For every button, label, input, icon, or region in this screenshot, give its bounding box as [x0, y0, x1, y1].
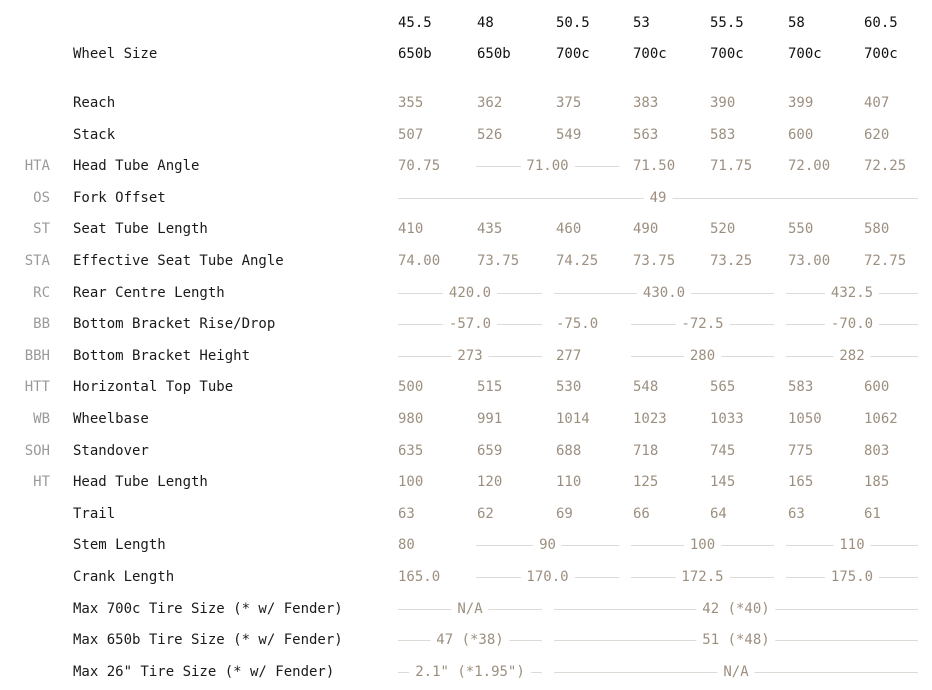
span-value-text: 110 [833, 537, 870, 553]
value-cell: 72.75 [864, 253, 907, 269]
row-label: Rear Centre Length [73, 285, 225, 301]
row-abbreviation: ST [33, 221, 50, 237]
row-label: Max 700c Tire Size (* w/ Fender) [73, 601, 343, 617]
value-cell: 526 [477, 127, 503, 143]
spanning-value-cell [786, 537, 918, 553]
spanning-value-cell [398, 664, 542, 680]
span-value-text: 175.0 [825, 569, 879, 585]
value-cell: 507 [398, 127, 424, 143]
row-abbreviation: STA [24, 253, 50, 269]
size-header-48: 48 [477, 15, 494, 31]
row-label: Crank Length [73, 569, 175, 585]
span-value-text: 430.0 [637, 285, 691, 301]
span-value-text: -72.5 [675, 316, 729, 332]
span-value-text: 51 (*48) [696, 632, 775, 648]
span-value-text: 172.5 [675, 569, 729, 585]
value-cell: 71.50 [633, 158, 676, 174]
value-cell: 635 [398, 443, 424, 459]
span-value-text: 420.0 [443, 285, 497, 301]
value-cell: 745 [710, 443, 736, 459]
span-value-text: N/A [717, 664, 754, 680]
row-abbreviation: BBH [24, 348, 50, 364]
value-cell: 583 [710, 127, 736, 143]
wheel-size-value: 700c [556, 46, 590, 62]
spanning-value-cell [398, 348, 542, 364]
value-cell: 74.25 [556, 253, 599, 269]
span-value-text: 49 [644, 190, 673, 206]
value-cell: 165 [788, 474, 814, 490]
value-cell: 73.25 [710, 253, 753, 269]
value-cell: 550 [788, 221, 814, 237]
row-label: Max 650b Tire Size (* w/ Fender) [73, 632, 343, 648]
wheel-size-value: 700c [864, 46, 898, 62]
span-value-text: 42 (*40) [696, 601, 775, 617]
value-cell: 688 [556, 443, 582, 459]
value-cell: 410 [398, 221, 424, 237]
value-cell: 515 [477, 379, 503, 395]
spanning-value-cell [786, 285, 918, 301]
value-cell: 100 [398, 474, 424, 490]
wheel-size-value: 700c [633, 46, 667, 62]
row-label: Wheelbase [73, 411, 149, 427]
value-cell: 500 [398, 379, 424, 395]
value-cell: 63 [398, 506, 415, 522]
span-value-text: 100 [684, 537, 721, 553]
wheel-size-value: 650b [398, 46, 432, 62]
value-cell: 991 [477, 411, 503, 427]
value-cell: 63 [788, 506, 805, 522]
wheel-size-label: Wheel Size [73, 46, 158, 62]
row-abbreviation: SOH [24, 443, 50, 459]
value-cell: 69 [556, 506, 573, 522]
value-cell: 399 [788, 95, 814, 111]
spanning-value-cell [631, 537, 774, 553]
row-abbreviation: OS [33, 190, 50, 206]
row-label: Head Tube Length [73, 474, 208, 490]
value-cell: 600 [864, 379, 890, 395]
spanning-value-cell [786, 316, 918, 332]
value-cell: 125 [633, 474, 659, 490]
value-cell: -75.0 [556, 316, 599, 332]
row-label: Bottom Bracket Height [73, 348, 251, 364]
spanning-value-cell [398, 316, 542, 332]
value-cell: 1062 [864, 411, 898, 427]
value-cell: 73.00 [788, 253, 831, 269]
spanning-value-cell [476, 537, 619, 553]
spanning-value-cell [398, 601, 542, 617]
size-header-60-5: 60.5 [864, 15, 898, 31]
span-value-text: 170.0 [520, 569, 574, 585]
size-header-58: 58 [788, 15, 805, 31]
value-cell: 110 [556, 474, 582, 490]
value-cell: 185 [864, 474, 890, 490]
row-label: Stack [73, 127, 116, 143]
value-cell: 277 [556, 348, 582, 364]
value-cell: 803 [864, 443, 890, 459]
spanning-value-cell [398, 285, 542, 301]
value-cell: 80 [398, 537, 415, 553]
spanning-value-cell [554, 632, 918, 648]
value-cell: 120 [477, 474, 503, 490]
value-cell: 165.0 [398, 569, 441, 585]
value-cell: 66 [633, 506, 650, 522]
value-cell: 563 [633, 127, 659, 143]
value-cell: 620 [864, 127, 890, 143]
row-label: Trail [73, 506, 116, 522]
value-cell: 548 [633, 379, 659, 395]
span-value-text: 2.1" (*1.95") [409, 664, 531, 680]
span-value-text: -70.0 [825, 316, 879, 332]
value-cell: 145 [710, 474, 736, 490]
spanning-value-cell [631, 569, 774, 585]
row-label: Head Tube Angle [73, 158, 200, 174]
value-cell: 565 [710, 379, 736, 395]
value-cell: 530 [556, 379, 582, 395]
wheel-size-value: 700c [788, 46, 822, 62]
span-value-text: 71.00 [520, 158, 574, 174]
value-cell: 362 [477, 95, 503, 111]
span-value-text: 280 [684, 348, 721, 364]
spanning-value-cell [786, 569, 918, 585]
row-abbreviation: WB [33, 411, 50, 427]
row-label: Effective Seat Tube Angle [73, 253, 284, 269]
row-label: Bottom Bracket Rise/Drop [73, 316, 276, 332]
value-cell: 74.00 [398, 253, 441, 269]
row-label: Horizontal Top Tube [73, 379, 234, 395]
value-cell: 520 [710, 221, 736, 237]
span-value-text: 432.5 [825, 285, 879, 301]
value-cell: 1050 [788, 411, 822, 427]
value-cell: 61 [864, 506, 881, 522]
spanning-value-cell [476, 569, 619, 585]
size-header-45-5: 45.5 [398, 15, 432, 31]
size-header-50-5: 50.5 [556, 15, 590, 31]
spanning-value-cell [398, 632, 542, 648]
value-cell: 375 [556, 95, 582, 111]
spanning-value-cell [554, 285, 774, 301]
value-cell: 72.25 [864, 158, 907, 174]
value-cell: 407 [864, 95, 890, 111]
spanning-value-cell [554, 601, 918, 617]
value-cell: 390 [710, 95, 736, 111]
span-value-text: 273 [451, 348, 488, 364]
span-value-text: -57.0 [443, 316, 497, 332]
row-abbreviation: BB [33, 316, 50, 332]
value-cell: 1033 [710, 411, 744, 427]
value-cell: 62 [477, 506, 494, 522]
row-label: Fork Offset [73, 190, 166, 206]
value-cell: 549 [556, 127, 582, 143]
spanning-value-cell [476, 158, 619, 174]
value-cell: 383 [633, 95, 659, 111]
row-abbreviation: HT [33, 474, 50, 490]
row-label: Stem Length [73, 537, 166, 553]
spanning-value-cell [554, 664, 918, 680]
value-cell: 435 [477, 221, 503, 237]
value-cell: 580 [864, 221, 890, 237]
span-value-text: 47 (*38) [430, 632, 509, 648]
value-cell: 1014 [556, 411, 590, 427]
value-cell: 73.75 [633, 253, 676, 269]
row-abbreviation: HTA [24, 158, 50, 174]
value-cell: 355 [398, 95, 424, 111]
row-label: Standover [73, 443, 149, 459]
spanning-value-cell [786, 348, 918, 364]
value-cell: 72.00 [788, 158, 831, 174]
value-cell: 71.75 [710, 158, 753, 174]
value-cell: 460 [556, 221, 582, 237]
value-cell: 583 [788, 379, 814, 395]
spanning-value-cell [631, 316, 774, 332]
spanning-value-cell [398, 190, 918, 206]
value-cell: 980 [398, 411, 424, 427]
value-cell: 659 [477, 443, 503, 459]
value-cell: 600 [788, 127, 814, 143]
row-label: Max 26" Tire Size (* w/ Fender) [73, 664, 335, 680]
value-cell: 73.75 [477, 253, 520, 269]
value-cell: 718 [633, 443, 659, 459]
spanning-value-cell [631, 348, 774, 364]
value-cell: 64 [710, 506, 727, 522]
span-value-text: 282 [833, 348, 870, 364]
value-cell: 1023 [633, 411, 667, 427]
wheel-size-value: 700c [710, 46, 744, 62]
value-cell: 70.75 [398, 158, 441, 174]
row-label: Reach [73, 95, 116, 111]
size-header-53: 53 [633, 15, 650, 31]
value-cell: 490 [633, 221, 659, 237]
row-label: Seat Tube Length [73, 221, 208, 237]
value-cell: 775 [788, 443, 814, 459]
size-header-55-5: 55.5 [710, 15, 744, 31]
row-abbreviation: RC [33, 285, 50, 301]
row-abbreviation: HTT [24, 379, 50, 395]
span-value-text: 90 [533, 537, 562, 553]
span-value-text: N/A [451, 601, 488, 617]
wheel-size-value: 650b [477, 46, 511, 62]
